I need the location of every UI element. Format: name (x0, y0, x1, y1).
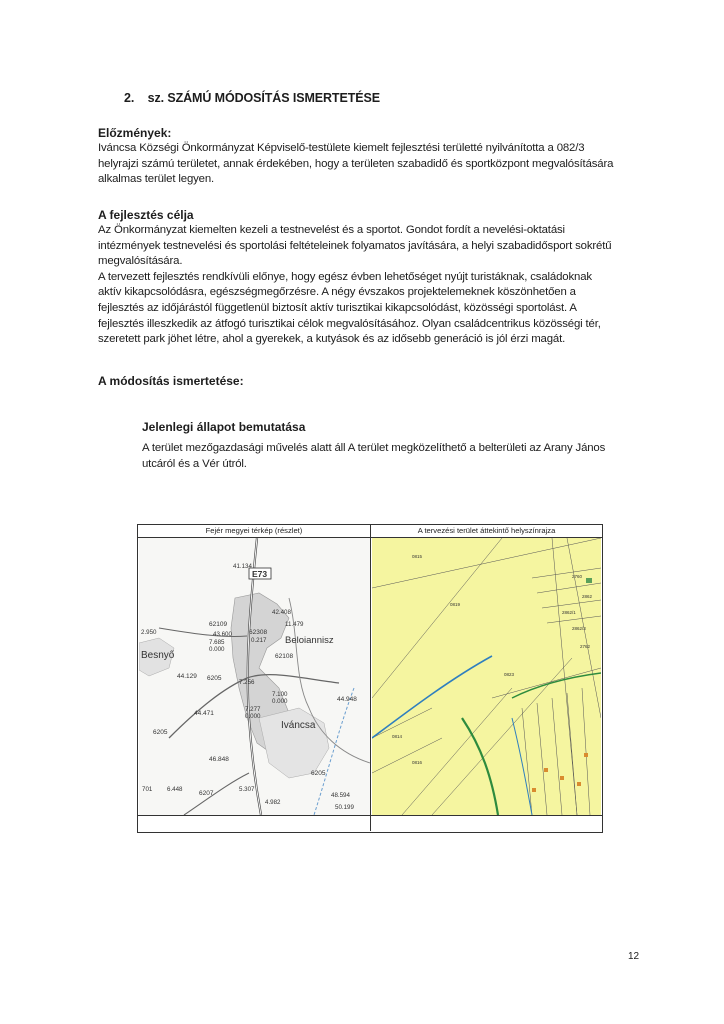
figure-column-divider (370, 525, 371, 831)
height-value: 46.848 (209, 756, 229, 763)
building (577, 782, 581, 786)
antecedents-heading: Előzmények: (98, 126, 172, 140)
town-label: Beloiannisz (285, 635, 334, 646)
height-value: 48.594 (331, 792, 350, 799)
current-state-heading: Jelenlegi állapot bemutatása (142, 420, 306, 434)
goal-line: fejlesztés illeszkedik az átfogó turisztikai célok megvalósításához. Olyan családcentrikus közösségi tér, (98, 317, 601, 330)
figure-footer-divider (138, 815, 602, 816)
parcel-number: 2862 (582, 594, 593, 599)
height-value: 41.134 (233, 563, 252, 570)
height-value: 0.000 (245, 713, 261, 720)
height-value: 6.448 (167, 786, 183, 793)
antecedents-line: Iváncsa Községi Önkormányzat Képviselő-testülete kiemelt fejlesztési területté nyilvánította a 082/3 (98, 142, 585, 154)
parcel-number: 0815 (412, 554, 423, 559)
height-value: 50.199 (335, 804, 354, 811)
parcel-number: 0823 (504, 672, 515, 677)
town-label: Besnyő (141, 650, 175, 661)
road-code: 6207 (199, 790, 214, 797)
building (560, 776, 564, 780)
building (584, 753, 588, 757)
parcel-number: 2762 (580, 644, 591, 649)
current-state-line: A terület mezőgazdasági művelés alatt áll A terület megközelíthető a belterületi az Arany János (142, 442, 606, 454)
height-value: 7.685 (209, 639, 225, 646)
goal-line: szeretett park jöhet létre, ahol a gyerekek, a kutyások és az idősebb generáció is jól érzi magát. (98, 333, 566, 346)
parcel-number: 0819 (450, 602, 461, 607)
site-overview-map (372, 538, 601, 815)
height-value: 0.217 (251, 637, 267, 644)
height-value: 2.950 (141, 629, 157, 636)
height-value: 0.000 (272, 698, 288, 705)
goal-line: Az Önkormányzat kiemelten kezeli a testnevelést és a sportot. Gondot fordít a nevelési-oktatási (98, 224, 565, 236)
parcel-number: 2862/1 (562, 610, 576, 615)
goal-line: megvalósítására. (98, 255, 183, 268)
height-value: 7.256 (239, 679, 255, 686)
height-value: 701 (142, 786, 153, 793)
building (532, 788, 536, 792)
road-code: 6205 (153, 729, 168, 736)
height-value: 43.600 (213, 631, 232, 638)
height-value: 7.100 (272, 691, 288, 698)
left-map-caption: Fejér megyei térkép (részlet) (205, 526, 303, 535)
current-state-paragraph (142, 441, 646, 472)
parcel-number: 2760 (572, 574, 583, 579)
goal-line: intézmények testnevelési és sportolási feltételeinek folyamatos javítására, a helyi szabadidősport sokrétű (98, 239, 612, 252)
page-number: 12 (628, 951, 640, 962)
height-value: 4.982 (265, 799, 281, 806)
road-code: 6205 (207, 675, 222, 682)
goal-line: aktív kikapcsolódásra, egészségmegőrzésre. A négy évszakos projektelemeknek köszönhetően a (98, 286, 576, 299)
antecedents-paragraph (98, 141, 646, 188)
section-number: 2. (124, 91, 135, 105)
town-label: Iváncsa (281, 720, 316, 731)
height-value: 7.277 (245, 706, 261, 713)
goal-paragraph (98, 223, 646, 348)
goal-heading: A fejlesztés célja (98, 208, 194, 222)
building (544, 768, 548, 772)
road-shield-label: E73 (252, 569, 268, 579)
current-state-line: utcáról és a Vér útról. (142, 457, 247, 470)
goal-line: A tervezett fejlesztés rendkívüli előnye, hogy egész évben lehetőséget nyújt turistáknak, családoknak (98, 270, 592, 283)
building (586, 578, 592, 583)
road-code: 62308 (249, 629, 268, 636)
parcel-number: 0816 (412, 760, 423, 765)
section-title (124, 91, 380, 105)
antecedents-line: helyrajzi számú területet, annak érdekében, hogy a területen szabadidő és sportközpont megvalósítására (98, 157, 614, 170)
height-value: 0.000 (209, 646, 225, 653)
height-value: 11.479 (285, 621, 304, 628)
height-value: 44.471 (194, 710, 214, 717)
height-value: 44.948 (337, 696, 357, 703)
height-value: 42.408 (272, 609, 291, 616)
road-code: 62108 (275, 653, 294, 660)
parcel-number: 2862/3 (572, 626, 586, 631)
figure-table (137, 524, 603, 833)
section-title-text: sz. SZÁMÚ MÓDOSÍTÁS ISMERTETÉSE (147, 91, 380, 105)
road-code: 62109 (209, 621, 228, 628)
height-value: 5.307 (239, 786, 255, 793)
parcel-number: 0814 (392, 734, 403, 739)
topographic-map (139, 538, 370, 815)
antecedents-line: alkalmas terület legyen. (98, 173, 215, 186)
modification-heading: A módosítás ismertetése: (98, 374, 244, 388)
road-code: 6205 (311, 770, 326, 777)
height-value: 44.129 (177, 673, 197, 680)
goal-line: fejlesztés az időjárástól függetlenül biztosít aktív turisztikai kikapcsolódást, közösségi sportolást. A (98, 301, 577, 314)
right-map-caption: A tervezési terület áttekintő helyszínrajza (417, 526, 556, 535)
